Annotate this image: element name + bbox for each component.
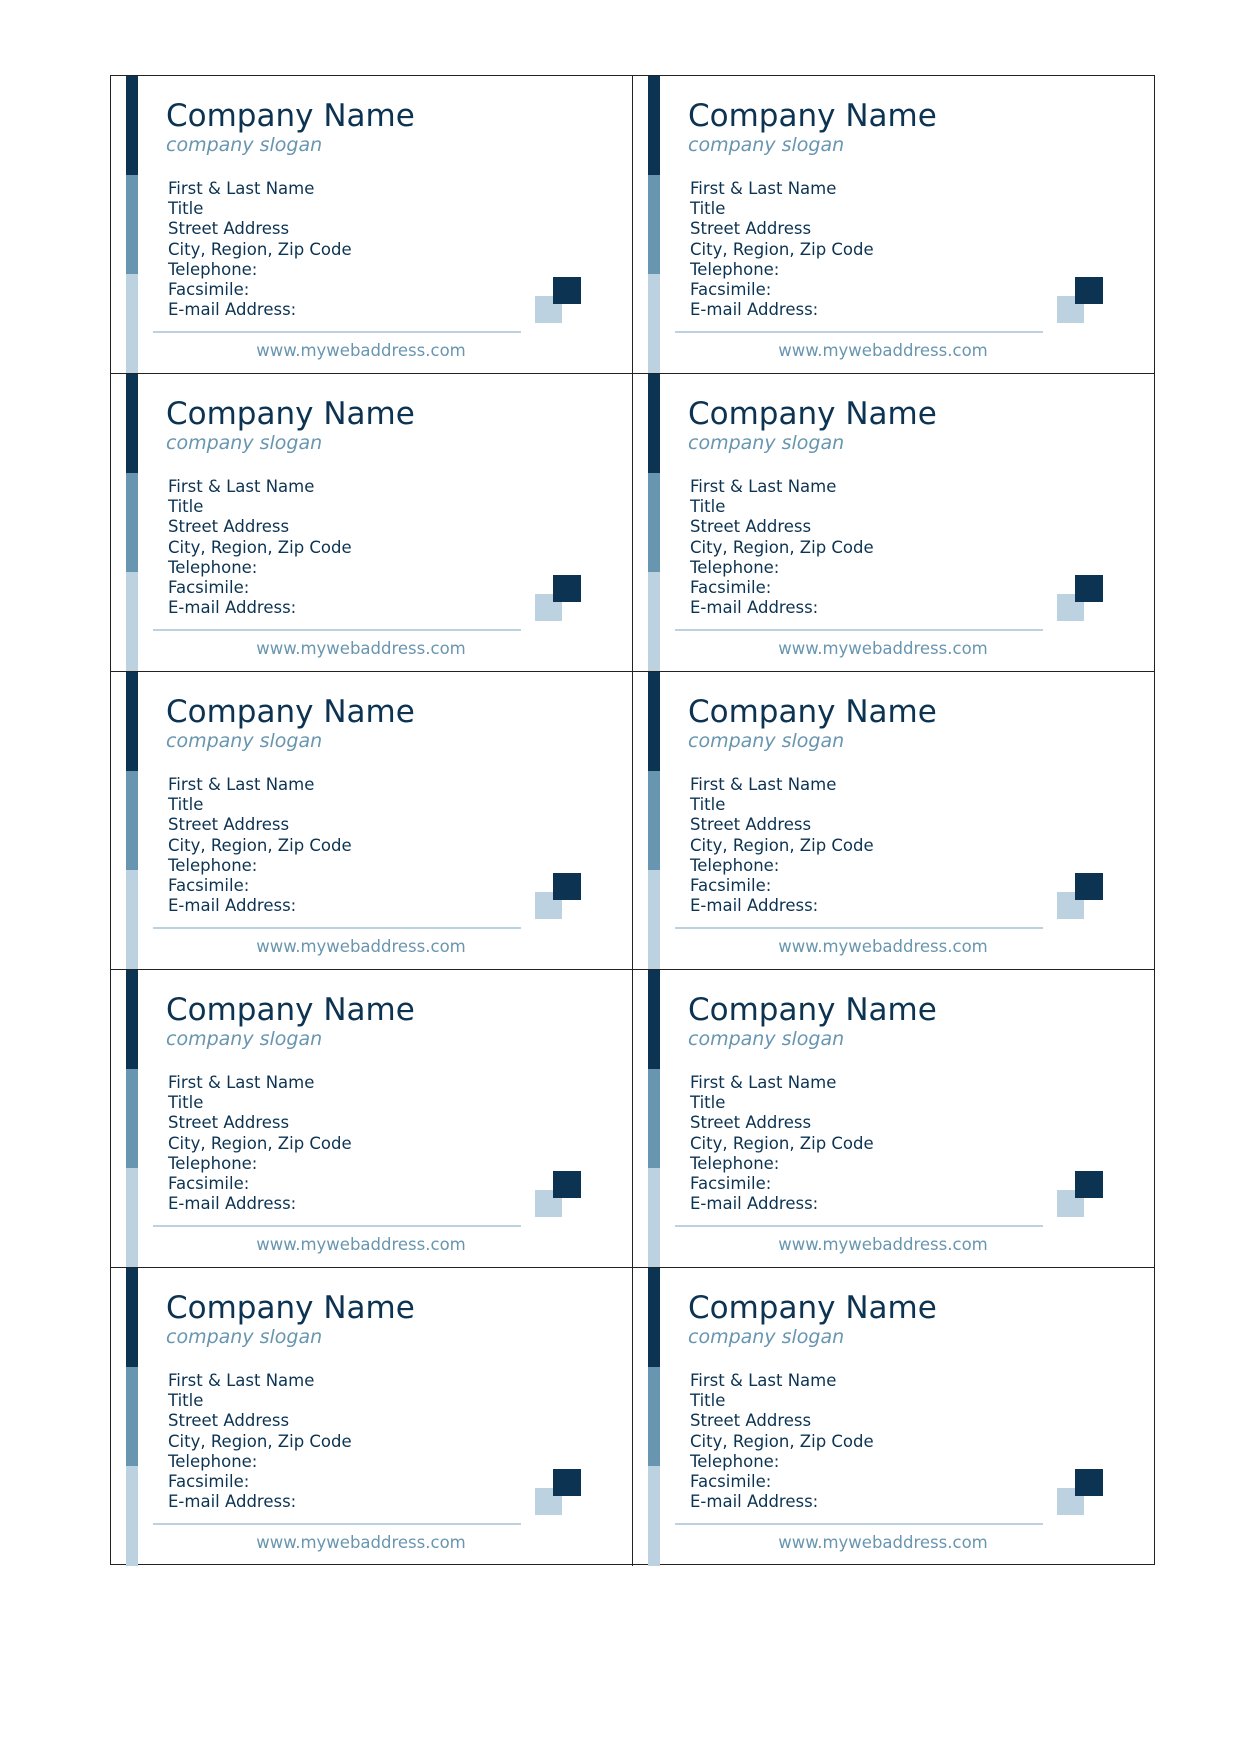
telephone-label: Telephone: [690,1451,780,1471]
stripe-dark-segment [126,76,138,175]
contact-title: Title [168,199,204,219]
facsimile-label: Facsimile: [168,280,250,300]
city-region-zip: City, Region, Zip Code [690,239,874,259]
logo-dark-square [1075,277,1103,304]
web-address: www.mywebaddress.com [256,341,466,360]
contact-info [690,775,874,916]
contact-info [690,477,874,618]
divider-line [153,927,521,929]
facsimile-label: Facsimile: [690,578,772,598]
stripe-dark-segment [126,970,138,1069]
telephone-label: Telephone: [690,259,780,279]
contact-title: Title [168,497,204,517]
divider-line [153,1225,521,1227]
color-stripe [648,672,660,969]
contact-name: First & Last Name [168,775,315,794]
logo-dark-square [553,1171,581,1198]
street-address: Street Address [690,1113,812,1133]
logo-squares-icon [1057,1469,1103,1515]
stripe-light-segment [648,572,660,672]
stripe-mid-segment [648,473,660,572]
company-name: Company Name [688,1290,937,1326]
city-region-zip: City, Region, Zip Code [690,537,874,557]
color-stripe [126,76,138,373]
company-slogan: company slogan [688,1028,845,1050]
email-label: E-mail Address: [168,1492,297,1512]
stripe-dark-segment [126,374,138,473]
business-card [111,1268,633,1566]
divider-line [153,629,521,631]
telephone-label: Telephone: [690,557,780,577]
color-stripe [648,374,660,671]
stripe-light-segment [126,274,138,374]
web-address: www.mywebaddress.com [256,1235,466,1254]
company-slogan: company slogan [166,432,323,454]
contact-name: First & Last Name [690,1371,837,1390]
divider-line [675,331,1043,333]
email-label: E-mail Address: [690,300,819,320]
street-address: Street Address [690,219,812,239]
contact-name: First & Last Name [690,1073,837,1092]
company-name: Company Name [166,992,415,1028]
city-region-zip: City, Region, Zip Code [168,537,352,557]
street-address: Street Address [168,1411,290,1431]
color-stripe [126,970,138,1267]
street-address: Street Address [168,219,290,239]
stripe-mid-segment [648,1069,660,1168]
facsimile-label: Facsimile: [168,1472,250,1492]
street-address: Street Address [168,1113,290,1133]
email-label: E-mail Address: [168,300,297,320]
stripe-dark-segment [648,76,660,175]
divider-line [675,629,1043,631]
company-slogan: company slogan [166,1028,323,1050]
facsimile-label: Facsimile: [168,578,250,598]
web-address: www.mywebaddress.com [256,1533,466,1552]
email-label: E-mail Address: [690,1194,819,1214]
street-address: Street Address [168,517,290,537]
contact-title: Title [690,497,726,517]
color-stripe [126,1268,138,1566]
web-address: www.mywebaddress.com [256,937,466,956]
contact-title: Title [690,199,726,219]
logo-squares-icon [1057,575,1103,621]
telephone-label: Telephone: [168,1153,258,1173]
logo-squares-icon [1057,277,1103,323]
telephone-label: Telephone: [168,855,258,875]
business-card-sheet [110,75,1155,1565]
logo-squares-icon [535,277,581,323]
company-slogan: company slogan [166,1326,323,1348]
contact-title: Title [168,1093,204,1113]
contact-info [168,1073,352,1214]
logo-squares-icon [1057,1171,1103,1217]
company-name: Company Name [166,98,415,134]
company-name: Company Name [688,992,937,1028]
divider-line [153,331,521,333]
color-stripe [126,672,138,969]
city-region-zip: City, Region, Zip Code [690,1133,874,1153]
facsimile-label: Facsimile: [690,280,772,300]
city-region-zip: City, Region, Zip Code [168,1431,352,1451]
stripe-dark-segment [648,970,660,1069]
divider-line [675,927,1043,929]
stripe-mid-segment [648,771,660,870]
contact-title: Title [690,1093,726,1113]
web-address: www.mywebaddress.com [256,639,466,658]
contact-title: Title [168,795,204,815]
web-address: www.mywebaddress.com [778,639,988,658]
email-label: E-mail Address: [168,1194,297,1214]
contact-name: First & Last Name [168,1371,315,1390]
contact-name: First & Last Name [690,179,837,198]
color-stripe [126,374,138,671]
contact-name: First & Last Name [168,477,315,496]
facsimile-label: Facsimile: [168,1174,250,1194]
stripe-dark-segment [126,672,138,771]
street-address: Street Address [690,815,812,835]
contact-info [168,775,352,916]
contact-title: Title [690,1391,726,1411]
stripe-light-segment [648,1466,660,1566]
stripe-light-segment [126,572,138,672]
stripe-dark-segment [648,672,660,771]
company-slogan: company slogan [166,730,323,752]
company-slogan: company slogan [688,730,845,752]
street-address: Street Address [690,1411,812,1431]
company-name: Company Name [166,396,415,432]
color-stripe [648,1268,660,1566]
facsimile-label: Facsimile: [690,1174,772,1194]
web-address: www.mywebaddress.com [778,1235,988,1254]
business-card [633,1268,1155,1566]
email-label: E-mail Address: [168,896,297,916]
logo-dark-square [1075,575,1103,602]
stripe-dark-segment [126,1268,138,1367]
telephone-label: Telephone: [690,1153,780,1173]
telephone-label: Telephone: [690,855,780,875]
stripe-light-segment [648,1168,660,1268]
logo-dark-square [553,575,581,602]
contact-name: First & Last Name [690,775,837,794]
telephone-label: Telephone: [168,259,258,279]
city-region-zip: City, Region, Zip Code [690,1431,874,1451]
company-slogan: company slogan [688,134,845,156]
email-label: E-mail Address: [690,598,819,618]
company-name: Company Name [688,396,937,432]
divider-line [153,1523,521,1525]
web-address: www.mywebaddress.com [778,1533,988,1552]
logo-dark-square [553,1469,581,1496]
logo-dark-square [1075,873,1103,900]
logo-dark-square [553,277,581,304]
contact-title: Title [690,795,726,815]
stripe-mid-segment [648,1367,660,1466]
city-region-zip: City, Region, Zip Code [168,835,352,855]
business-card [633,970,1155,1268]
stripe-light-segment [126,1168,138,1268]
facsimile-label: Facsimile: [690,1472,772,1492]
stripe-light-segment [126,1466,138,1566]
facsimile-label: Facsimile: [168,876,250,896]
contact-title: Title [168,1391,204,1411]
email-label: E-mail Address: [690,1492,819,1512]
contact-info [168,477,352,618]
contact-info [690,1371,874,1512]
email-label: E-mail Address: [168,598,297,618]
color-stripe [648,76,660,373]
logo-squares-icon [1057,873,1103,919]
stripe-light-segment [126,870,138,970]
logo-dark-square [553,873,581,900]
company-slogan: company slogan [166,134,323,156]
divider-line [675,1523,1043,1525]
business-card [111,374,633,672]
company-name: Company Name [688,98,937,134]
logo-squares-icon [535,1469,581,1515]
logo-dark-square [1075,1469,1103,1496]
stripe-mid-segment [126,473,138,572]
company-name: Company Name [166,694,415,730]
logo-squares-icon [535,575,581,621]
telephone-label: Telephone: [168,557,258,577]
stripe-dark-segment [648,374,660,473]
stripe-mid-segment [126,1367,138,1466]
business-card [111,76,633,374]
business-card [111,970,633,1268]
business-card [633,374,1155,672]
web-address: www.mywebaddress.com [778,937,988,956]
stripe-mid-segment [648,175,660,274]
color-stripe [648,970,660,1267]
stripe-light-segment [648,274,660,374]
contact-info [168,179,352,320]
web-address: www.mywebaddress.com [778,341,988,360]
business-card [633,672,1155,970]
stripe-mid-segment [126,1069,138,1168]
city-region-zip: City, Region, Zip Code [690,835,874,855]
telephone-label: Telephone: [168,1451,258,1471]
contact-name: First & Last Name [168,1073,315,1092]
company-name: Company Name [688,694,937,730]
company-name: Company Name [166,1290,415,1326]
email-label: E-mail Address: [690,896,819,916]
stripe-dark-segment [648,1268,660,1367]
divider-line [675,1225,1043,1227]
logo-squares-icon [535,873,581,919]
logo-dark-square [1075,1171,1103,1198]
city-region-zip: City, Region, Zip Code [168,239,352,259]
logo-squares-icon [535,1171,581,1217]
contact-name: First & Last Name [168,179,315,198]
contact-name: First & Last Name [690,477,837,496]
business-card [633,76,1155,374]
city-region-zip: City, Region, Zip Code [168,1133,352,1153]
company-slogan: company slogan [688,1326,845,1348]
stripe-mid-segment [126,771,138,870]
facsimile-label: Facsimile: [690,876,772,896]
stripe-light-segment [648,870,660,970]
contact-info [168,1371,352,1512]
street-address: Street Address [168,815,290,835]
street-address: Street Address [690,517,812,537]
business-card [111,672,633,970]
contact-info [690,1073,874,1214]
stripe-mid-segment [126,175,138,274]
company-slogan: company slogan [688,432,845,454]
contact-info [690,179,874,320]
